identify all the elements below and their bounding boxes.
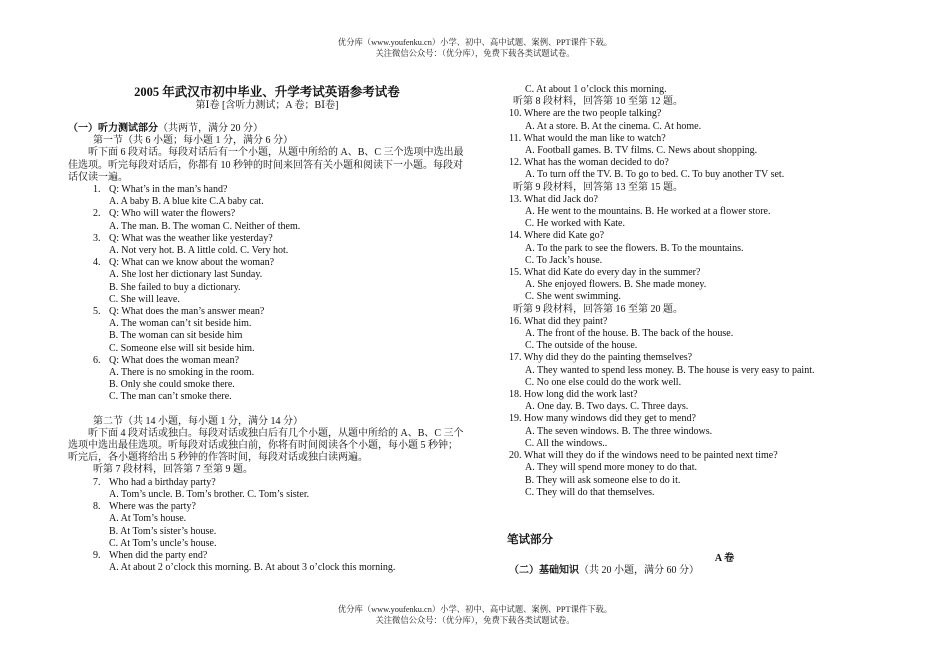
- question-item: 13. What did Jack do?: [509, 193, 598, 205]
- question-item: [68, 477, 466, 489]
- question-item: 18. How long did the work last?: [509, 389, 638, 401]
- question-item: [68, 501, 466, 513]
- question-number: 4.: [93, 257, 101, 269]
- answer-option: A. Not very hot. B. A little cold. C. Very hot.: [109, 245, 289, 257]
- question-item: 14. Where did Kate go?: [509, 230, 605, 242]
- material-9a-note: 听第 9 段材料，回答第 13 至第 15 题。: [513, 181, 683, 193]
- answer-option: B. She failed to buy a dictionary.: [109, 281, 241, 293]
- question-item: 10. Where are the two people talking?: [509, 108, 662, 120]
- section-2-title: （二）基础知识: [509, 565, 579, 577]
- question-list-part-1: [68, 184, 466, 404]
- answer-option: C. Someone else will sit beside him.: [109, 342, 255, 354]
- answer-option: A. She lost her dictionary last Sunday.: [109, 269, 263, 281]
- header-line-1: 优分库（www.youfenku.cn）小学、初中、高中试题、案例、PPT课件下载。: [337, 38, 613, 47]
- answer-option: A. A baby B. A blue kite C.A baby cat.: [109, 196, 264, 208]
- question-item: [68, 306, 466, 318]
- answer-option: B. The woman can sit beside him: [109, 330, 243, 342]
- question-9-option-c: C. At about 1 o’clock this morning.: [525, 84, 667, 95]
- answer-option: C. The man can’t smoke there.: [109, 391, 232, 403]
- header-line-2: 关注微信公众号：（优分库），免费下载各类试题试卷。: [375, 48, 575, 58]
- question-number: 5.: [93, 306, 101, 318]
- question-item: 15. What did Kate do every day in the summer?: [509, 267, 701, 279]
- question-item: [68, 184, 466, 196]
- answer-option: A. They will spend more money to do that.: [525, 462, 698, 474]
- answer-option: A. To the park to see the flowers. B. To the mountains.: [525, 242, 744, 254]
- answer-option: B. At Tom’s sister’s house.: [109, 525, 217, 537]
- answer-option: C. At Tom’s uncle’s house.: [109, 537, 217, 549]
- question-text: Q: What can we know about the woman?: [109, 257, 275, 269]
- section-1-note: （共两节，满分 20 分）: [158, 123, 263, 134]
- answer-option: B. They will ask someone else to do it.: [525, 474, 681, 486]
- answer-option: C. They will do that themselves.: [525, 486, 655, 498]
- question-block-8: [507, 108, 902, 181]
- material-7-note: 听第 7 段材料，回答第 7 至第 9 题。: [93, 464, 253, 476]
- question-text: Who had a birthday party?: [109, 476, 216, 488]
- part-2-instructions: 听下面 4 段对话或独白。每段对话或独白后有几个小题，从题中所给的 A、B、C 三个选项中选出最佳选项。听每段对话或独白前，你将有时间阅读各个小题，每小题 5 秒钟；听完后，各小题将给出 5 秒钟的作答时间，每段对话或独白读两遍。: [68, 427, 464, 464]
- answer-option: A. There is no smoking in the room.: [109, 367, 255, 379]
- left-column: [68, 84, 466, 574]
- answer-option: A. Football games. B. TV films. C. News about shopping.: [525, 145, 758, 157]
- question-item: 19. How many windows did they get to mend?: [509, 413, 696, 425]
- answer-option: A. To turn off the TV. B. To go to bed. C. To buy another TV set.: [525, 169, 785, 181]
- question-text: Q: What’s in the man’s hand?: [109, 184, 228, 196]
- answer-option: A. At Tom’s house.: [109, 513, 187, 525]
- question-item: 20. What will they do if the windows need to be painted next time?: [509, 450, 778, 462]
- answer-option: C. She went swimming.: [525, 291, 621, 303]
- question-text: Q: What does the man’s answer mean?: [109, 306, 265, 318]
- answer-option: A. One day. B. Two days. C. Three days.: [525, 401, 689, 413]
- question-text: Q: Who will water the flowers?: [109, 208, 236, 220]
- question-item: 16. What did they paint?: [509, 315, 608, 327]
- question-block-9a: [507, 194, 902, 304]
- question-item: [68, 257, 466, 269]
- question-number: 3.: [93, 232, 101, 244]
- document-title: 2005 年武汉市初中毕业、升学考试英语参考试卷: [134, 85, 400, 99]
- answer-option: A. They wanted to spend less money. B. The house is very easy to paint.: [525, 364, 815, 376]
- question-number: 8.: [93, 501, 101, 513]
- answer-option: C. She will leave.: [109, 293, 180, 305]
- answer-option: A. Tom’s uncle. B. Tom’s brother. C. Tom’s sister.: [109, 488, 310, 500]
- answer-option: C. All the windows..: [525, 437, 608, 449]
- question-item: [68, 233, 466, 245]
- page-header: [0, 38, 950, 59]
- question-number: 7.: [93, 476, 101, 488]
- question-number: 1.: [93, 184, 101, 196]
- footer-line-1: 优分库（www.youfenku.cn）小学、初中、高中试题、案例、PPT课件下载。: [337, 605, 613, 614]
- volume-a-label: A 卷: [714, 552, 735, 564]
- answer-option: A. The front of the house. B. The back of the house.: [525, 328, 734, 340]
- answer-option: A. She enjoyed flowers. B. She made money.: [525, 279, 707, 291]
- question-item: [68, 208, 466, 220]
- material-8-note: 听第 8 段材料，回答第 10 至第 12 题。: [513, 96, 683, 108]
- written-part-heading: 笔试部分: [507, 533, 553, 546]
- answer-option: A. The seven windows. B. The three windows.: [525, 425, 713, 437]
- section-2-note: （共 20 小题，满分 60 分）: [579, 565, 699, 577]
- answer-option: A. At a store. B. At the cinema. C. At home.: [525, 120, 702, 132]
- answer-option: A. At about 2 o’clock this morning. B. At about 3 o’clock this morning.: [109, 562, 396, 574]
- document-subtitle: 第Ⅰ卷 [含听力测试；A 卷；BⅠ卷]: [195, 100, 339, 111]
- answer-option: C. No one else could do the work well.: [525, 376, 682, 388]
- part-1-title: 第一节（共 6 小题；每小题 1 分，满分 6 分）: [93, 135, 293, 147]
- question-number: 2.: [93, 208, 101, 220]
- question-item: 12. What has the woman decided to do?: [509, 157, 669, 169]
- question-text: Q: What was the weather like yesterday?: [109, 232, 273, 244]
- part-2-title: 第二节（共 14 小题，每小题 1 分，满分 14 分）: [93, 415, 303, 427]
- section-1-heading: [68, 123, 466, 135]
- right-column: [507, 84, 902, 577]
- question-text: Where was the party?: [109, 501, 196, 513]
- page-footer: [0, 605, 950, 626]
- question-item: [68, 550, 466, 562]
- part-1-instructions: 听下面 6 段对话。每段对话后有一个小题，从题中所给的 A、B、C 三个选项中选出最佳选项。听完每段对话后，你都有 10 秒钟的时间来回答有关小题和阅读下一小题。每段对话仅读一遍。: [68, 147, 464, 183]
- question-item: [68, 355, 466, 367]
- footer-line-2: 关注微信公众号：（优分库），免费下载各类试题试卷。: [375, 615, 575, 625]
- answer-option: A. The man. B. The woman C. Neither of them.: [109, 220, 301, 232]
- question-text: When did the party end?: [109, 549, 208, 561]
- question-block-9b: [507, 316, 902, 499]
- question-item: 11. What would the man like to watch?: [509, 132, 666, 144]
- section-1-title: （一）听力测试部分: [68, 123, 158, 134]
- question-text: Q: What does the woman mean?: [109, 354, 240, 366]
- material-9b-note: 听第 9 段材料，回答第 16 至第 20 题。: [513, 303, 683, 315]
- question-number: 6.: [93, 354, 101, 366]
- section-2-heading: [507, 565, 902, 577]
- answer-option: C. To Jack’s house.: [525, 254, 603, 266]
- answer-option: A. The woman can’t sit beside him.: [109, 318, 252, 330]
- answer-option: A. He went to the mountains. B. He worked at a flower store.: [525, 206, 771, 218]
- question-number: 9.: [93, 549, 101, 561]
- answer-option: C. He worked with Kate.: [525, 218, 625, 230]
- question-item: 17. Why did they do the painting themselves?: [509, 352, 693, 364]
- question-list-part-2: [68, 477, 466, 575]
- answer-option: C. The outside of the house.: [525, 340, 638, 352]
- answer-option: B. Only she could smoke there.: [109, 379, 235, 391]
